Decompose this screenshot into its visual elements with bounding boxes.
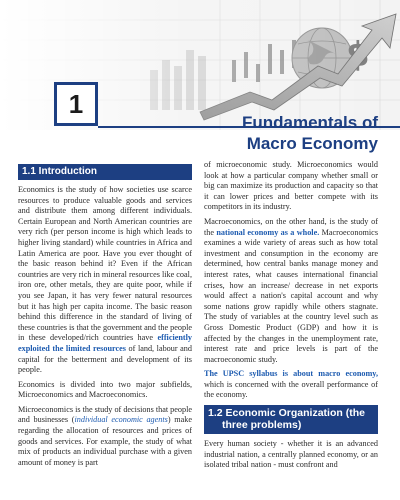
- italic-economic-agents: individual economic agents: [74, 415, 168, 425]
- highlight-national-economy: national economy as a whole.: [216, 227, 320, 237]
- section-heading-introduction: 1.1 Introduction: [18, 164, 192, 180]
- left-column: [18, 164, 192, 472]
- chapter-number-box: [54, 82, 98, 126]
- paragraph-intro-2: Economics is divided into two major subfields, Microeconomics and Macroeconomics.: [18, 379, 192, 400]
- right-column: [204, 160, 378, 475]
- paragraph-intro-6: The UPSC syllabus is about macro economy, which is concerned with the overall performance of the economy.: [204, 369, 378, 400]
- highlight-upsc-syllabus: The UPSC syllabus is about macro economy,: [204, 369, 378, 379]
- chapter-number: 1: [68, 88, 84, 119]
- chapter-title-line2: Macro Economy: [246, 134, 378, 153]
- paragraph-intro-4: of microeconomic study. Microeconomics would look at how a particular company whether small or big can maximize its production and capacity so that it can lower prices and better compete with its competitors in its industry.: [204, 160, 378, 212]
- chapter-title: [178, 112, 378, 154]
- paragraph-intro-1: Economics is the study of how societies use scarce resources to produce valuable goods and services and distribute them among different individuals. Certain European and North American countries are very rich (per person income is high which leads to higher living standard) while countries in Africa and Latin America are poor. Have you ever thought of the basic reason behind it? Even if the African countries are very rich in mineral resources like coal, iron ore, other metals, they are quite poor, while if you see Japan, it has very fewer natural resources but it has high per capita income. The basic reason behind this difference in the standard of living of these countries is that the government and the people in these developed/rich countries have efficiently exploited the limited resources of land, labour and capital for the betterment and development of its people.: [18, 185, 193, 375]
- paragraph-org-1: Every human society - whether it is an advanced industrial nation, a centrally planned economy, or an isolated tribal nation - must confront and: [204, 439, 378, 470]
- highlight-efficiently-exploited: efficiently exploited the limited resources: [18, 333, 193, 353]
- chapter-title-line1: Fundamentals of: [241, 113, 378, 132]
- paragraph-intro-3: Microeconomics is the study of decisions that people and businesses (individual economic agents) make regarding the allocation of resources and prices of goods and services. For example, the study of what mix of products an individual purchase with a given amount of money is part: [18, 404, 192, 467]
- paragraph-intro-5: Macroeconomics, on the other hand, is the study of the national economy as a whole. Macroeconomics examines a wide variety of areas such as how total investment and consumption in the economy are determined, how central banks manage money and interest rates, what causes international financial crises, how an increase/ decrease in net exports would affect a nation's capital account and why some nations grow rapidly while others stagnate. The study of variables at the country level such as Gross Domestic Product (GDP) and how it is affected by the changes in the unemployment rate, interest rate and price levels is part of the macroeconomic study.: [204, 216, 379, 364]
- section-heading-economic-organization: 1.2 Economic Organization (the three problems): [204, 405, 378, 434]
